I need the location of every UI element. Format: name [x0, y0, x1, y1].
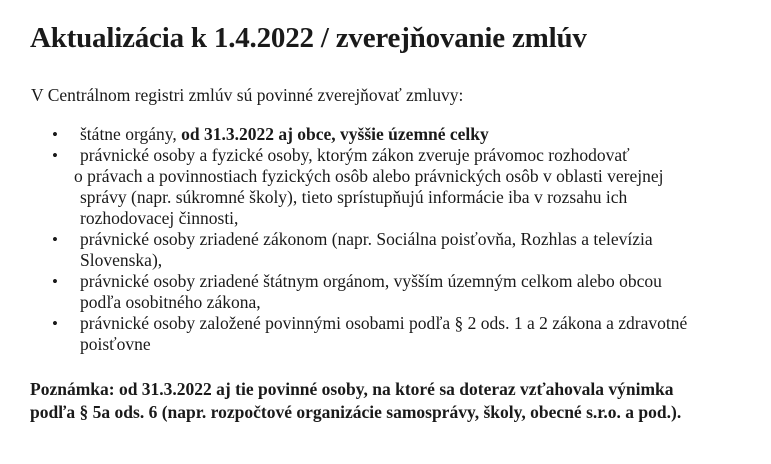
list-item-highlight: od 31.3.2022 aj obce, vyššie územné celky: [181, 124, 489, 144]
list-item-legal-and-natural-persons: [48, 145, 748, 229]
list-item-text: štátne orgány,: [80, 124, 182, 144]
bullet-icon: •: [52, 125, 58, 144]
note-line: podľa § 5a ods. 6 (napr. rozpočtové organizácie samosprávy, školy, obecné s.r.o. a pod.).: [30, 402, 682, 422]
bullet-icon: •: [52, 272, 58, 291]
note-paragraph: [30, 378, 681, 424]
intro-text: V Centrálnom registri zmlúv sú povinné zverejňovať zmluvy:: [31, 85, 464, 105]
list-item-line: rozhodovacej činnosti,: [80, 208, 239, 228]
list-item-established-by-law: [48, 229, 748, 271]
bullet-icon: •: [52, 314, 58, 333]
list-item-line: právnické osoby zriadené zákonom (napr. Sociálna poisťovňa, Rozhlas a televízia: [80, 229, 653, 249]
list-item-line: Slovenska),: [80, 250, 163, 270]
list-item-state-bodies: [48, 124, 748, 145]
list-item-founded-by-obliged-persons: [48, 313, 748, 355]
list-item-line: právnické osoby zriadené štátnym orgánom, vyšším územným celkom alebo obcou: [80, 271, 662, 291]
note-line: Poznámka: od 31.3.2022 aj tie povinné osoby, na ktoré sa doteraz vzťahovala výnimka: [30, 379, 674, 399]
list-item-line: právnické osoby a fyzické osoby, ktorým zákon zveruje právomoc rozhodovať: [80, 145, 630, 165]
list-item-line: právnické osoby založené povinnými osobami podľa § 2 ods. 1 a 2 zákona a zdravotné: [80, 313, 688, 333]
list-item-line: o právach a povinnostiach fyzických osôb alebo právnických osôb v oblasti verejnej: [74, 166, 664, 186]
bullet-icon: •: [52, 230, 58, 249]
bullet-list: [48, 124, 748, 355]
list-item-line: správy (napr. súkromné školy), tieto sprístupňujú informácie iba v rozsahu ich: [80, 187, 628, 207]
list-item-established-by-state-body: [48, 271, 748, 313]
page-title: Aktualizácia k 1.4.2022 / zverejňovanie zmlúv: [30, 22, 587, 54]
list-item-line: [80, 124, 748, 145]
list-item-line: podľa osobitného zákona,: [80, 292, 261, 312]
list-item-line: poisťovne: [80, 334, 151, 354]
bullet-icon: •: [52, 146, 58, 165]
